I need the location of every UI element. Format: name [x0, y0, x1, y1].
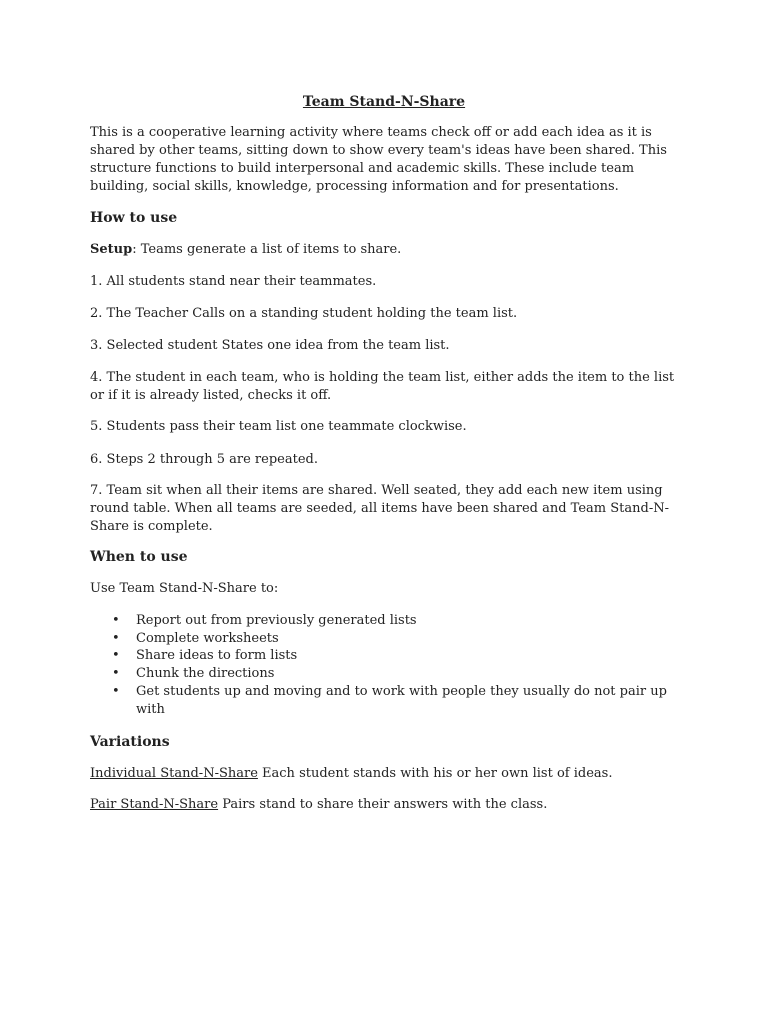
variation-item — [90, 765, 612, 783]
bullet-icon: • — [112, 648, 120, 663]
list-item: Chunk the directions — [136, 666, 275, 681]
setup-label: Setup — [90, 242, 133, 257]
how-to-use-heading: How to use — [90, 210, 178, 226]
variation-link[interactable]: Pair Stand-N-Share — [90, 797, 219, 812]
step-4: 4. The student in each team, who is holding the team list, either adds the item to the list — [90, 370, 675, 385]
intro-line: This is a cooperative learning activity where teams check off or add each idea as it is — [90, 125, 652, 140]
list-item: Complete worksheets — [136, 631, 279, 646]
step-6: 6. Steps 2 through 5 are repeated. — [90, 452, 318, 467]
step-7: 7. Team sit when all their items are shared. Well seated, they add each new item using — [90, 483, 663, 498]
step-2: 2. The Teacher Calls on a standing student holding the team list. — [90, 306, 518, 321]
setup-text: : Teams generate a list of items to share. — [132, 242, 402, 257]
step-7: round table. When all teams are seeded, all items have been shared and Team Stand-N- — [90, 501, 669, 516]
bullet-icon: • — [112, 684, 120, 699]
step-7: Share is complete. — [90, 519, 213, 534]
list-item: Get students up and moving and to work with people they usually do not pair up — [136, 684, 667, 699]
variations-heading: Variations — [90, 734, 170, 750]
setup-line — [90, 241, 401, 259]
list-item: Share ideas to form lists — [136, 648, 298, 663]
intro-line: building, social skills, knowledge, processing information and for presentations. — [90, 179, 619, 194]
step-3: 3. Selected student States one idea from the team list. — [90, 338, 450, 353]
step-1: 1. All students stand near their teammates. — [90, 274, 377, 289]
when-to-use-heading: When to use — [90, 549, 188, 565]
variation-text: Each student stands with his or her own list of ideas. — [257, 766, 613, 781]
step-4: or if it is already listed, checks it off. — [90, 388, 332, 403]
list-item: Report out from previously generated lists — [136, 613, 417, 628]
when-intro: Use Team Stand-N-Share to: — [90, 581, 279, 596]
variation-link[interactable]: Individual Stand-N-Share — [90, 766, 258, 781]
bullet-icon: • — [112, 666, 120, 681]
intro-line: shared by other teams, sitting down to show every team's ideas have been shared. This — [90, 143, 667, 158]
variation-item — [90, 796, 547, 814]
bullet-icon: • — [112, 631, 120, 646]
list-item: with — [136, 702, 165, 717]
variation-text: Pairs stand to share their answers with the class. — [218, 797, 548, 812]
intro-line: structure functions to build interpersonal and academic skills. These include team — [90, 161, 635, 176]
step-5: 5. Students pass their team list one teammate clockwise. — [90, 419, 467, 434]
page-title: Team Stand-N-Share — [302, 94, 466, 110]
bullet-icon: • — [112, 613, 120, 628]
